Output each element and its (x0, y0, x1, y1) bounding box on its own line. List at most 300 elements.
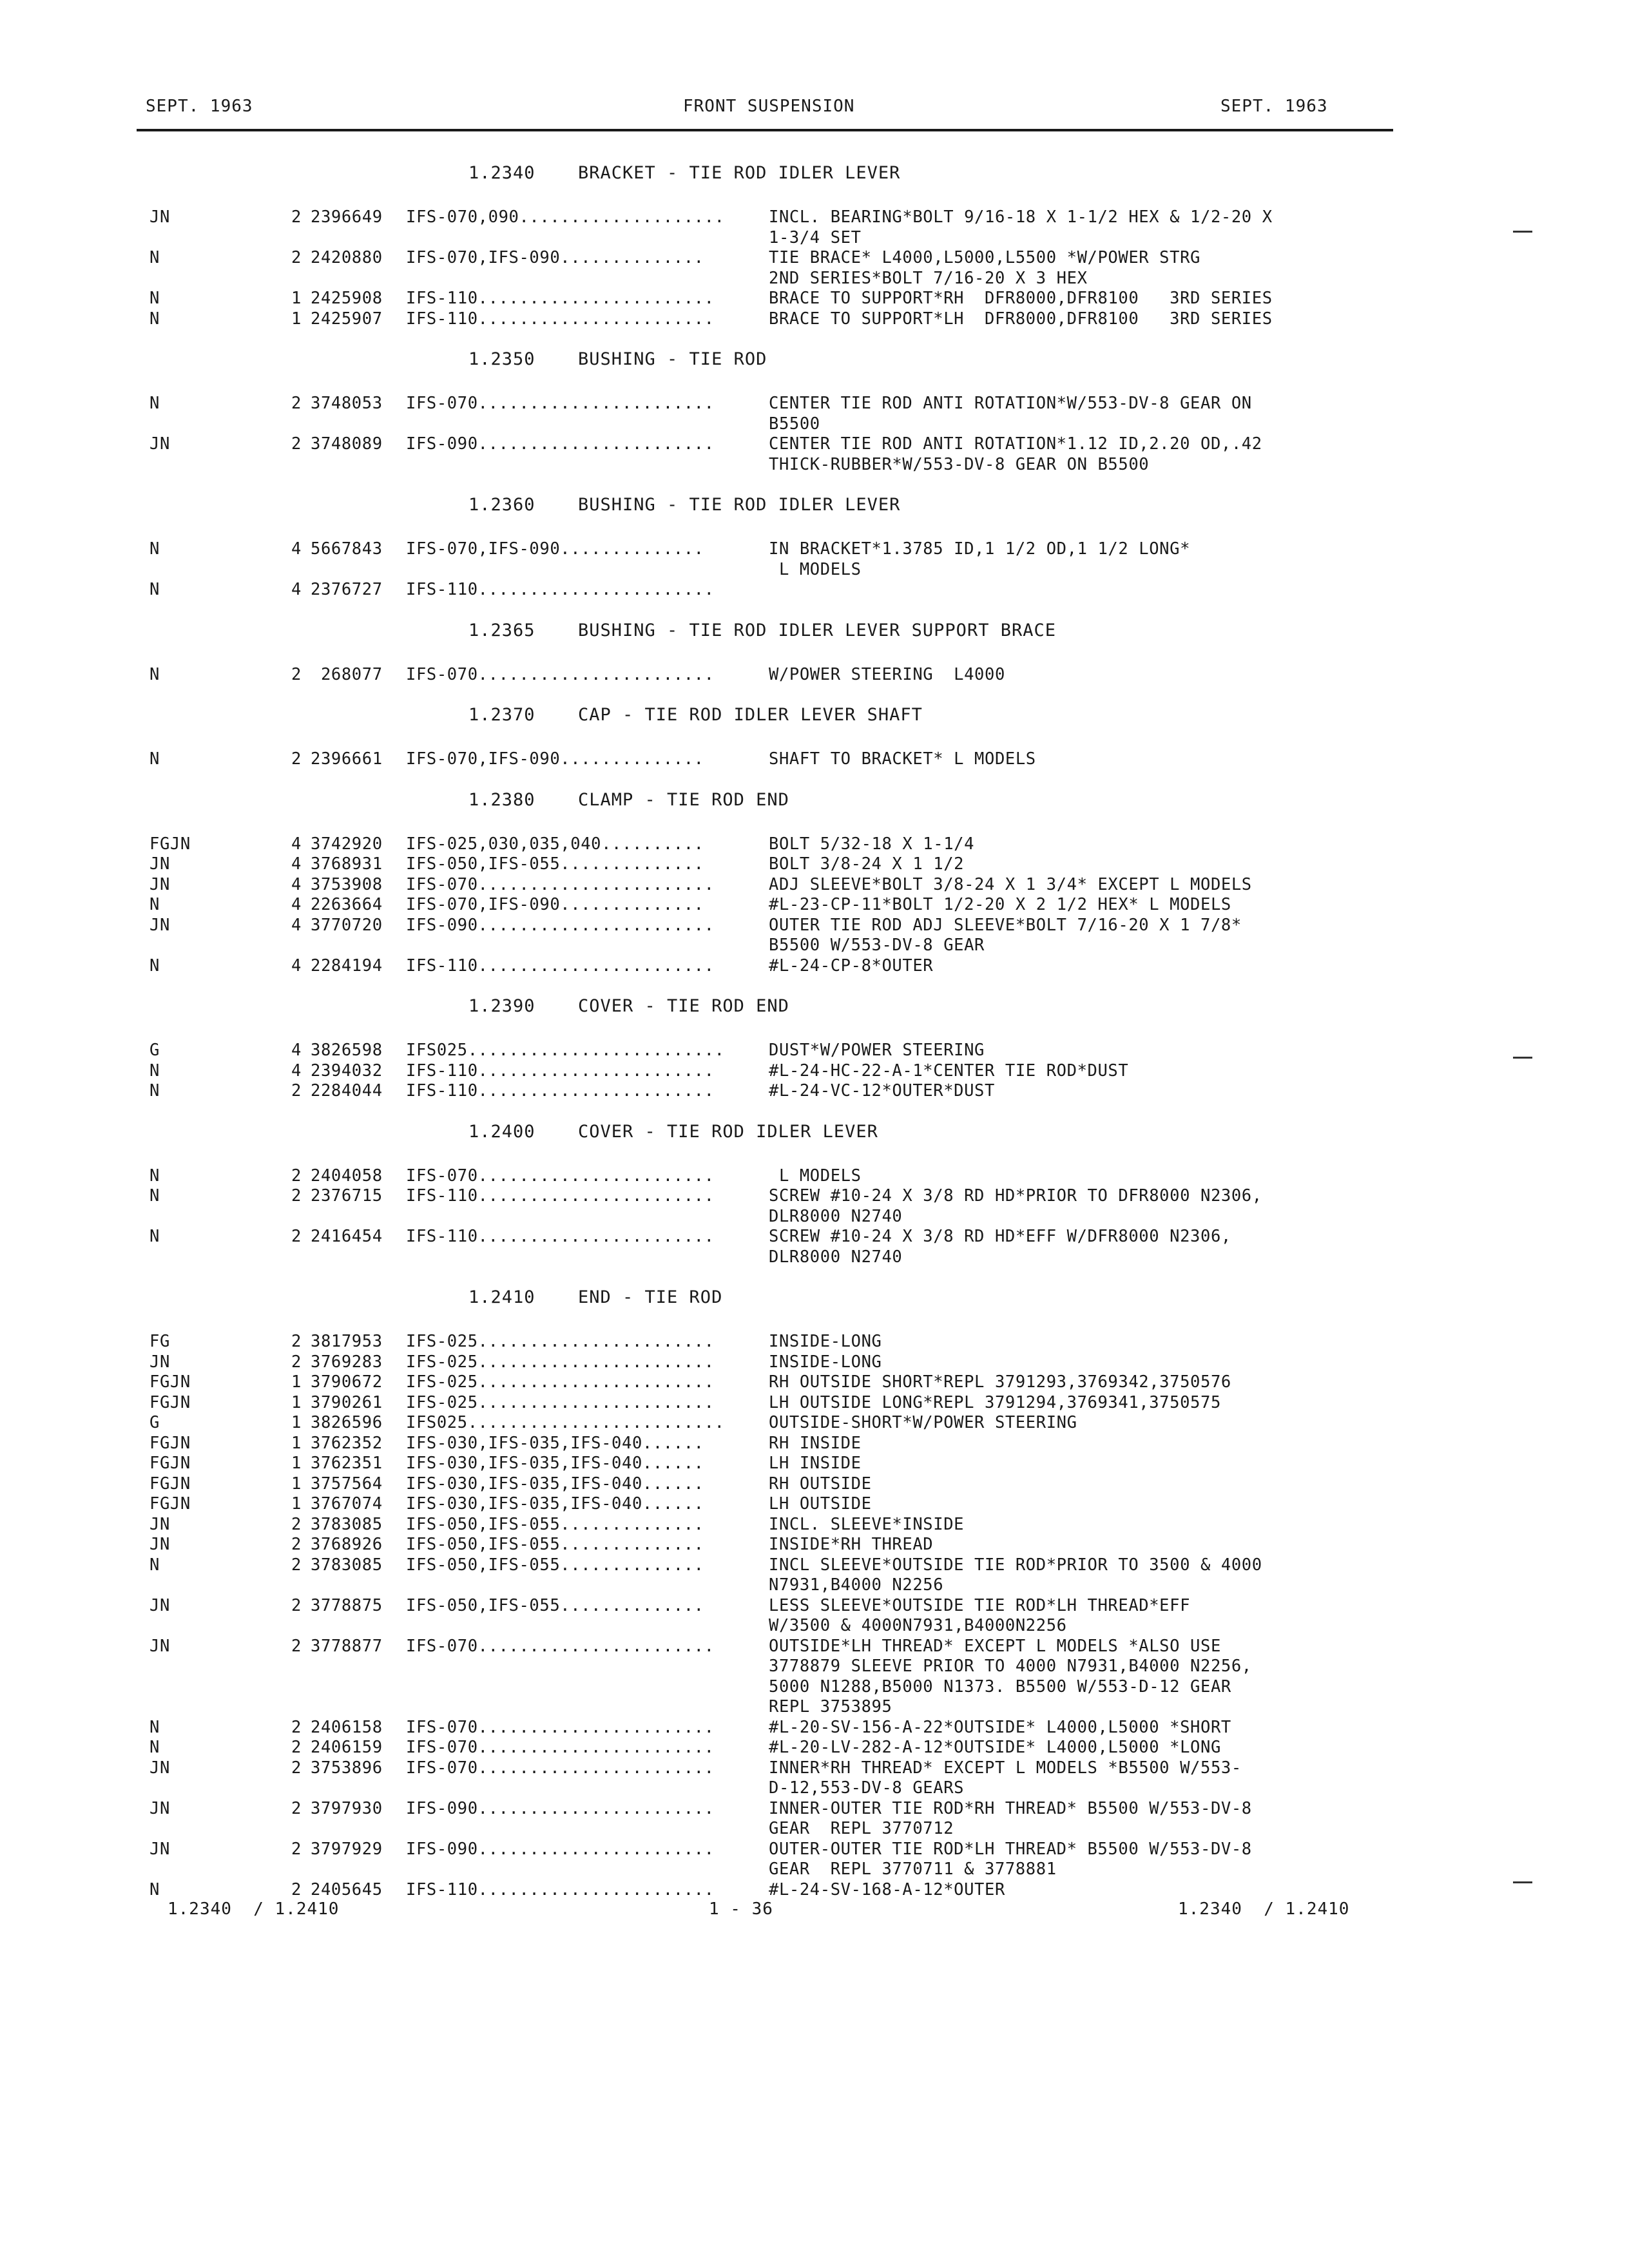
quantity: 4 (291, 874, 302, 894)
description (769, 1637, 1374, 1718)
model-code: JN (149, 1636, 170, 1656)
reference: IFS-110....................... (406, 1227, 715, 1246)
description-line: INNER*RH THREAD* EXCEPT L MODELS *B5500 W/553- (769, 1758, 1242, 1778)
part-number: 3797929 (311, 1839, 383, 1859)
part-row (0, 1166, 1629, 1187)
part-row (0, 1352, 1629, 1373)
description-line: LESS SLEEVE*OUTSIDE TIE ROD*LH THREAD*EFF (769, 1595, 1191, 1615)
quantity: 4 (291, 895, 302, 914)
part-row (0, 1372, 1629, 1393)
description (769, 1454, 1374, 1474)
part-number: 3826596 (311, 1413, 383, 1432)
reference: IFS-050,IFS-055.............. (406, 1595, 704, 1615)
margin-mark (1513, 1881, 1532, 1883)
description (769, 1494, 1374, 1515)
description (769, 309, 1374, 330)
description-line: #L-24-VC-12*OUTER*DUST (769, 1081, 995, 1100)
quantity: 4 (291, 956, 302, 975)
description-line: SCREW #10-24 X 3/8 RD HD*EFF W/DFR8000 N2306, (769, 1227, 1231, 1246)
quantity: 1 (291, 1454, 302, 1473)
section-number: 1.2390 (468, 996, 535, 1016)
part-number: 2263664 (311, 895, 383, 914)
part-number: 3762352 (311, 1433, 383, 1453)
quantity: 4 (291, 1041, 302, 1060)
description (769, 248, 1374, 289)
description-line: #L-20-SV-156-A-22*OUTSIDE* L4000,L5000 *SHORT (769, 1717, 1231, 1737)
description (769, 854, 1374, 875)
reference: IFS-050,IFS-055.............. (406, 1514, 704, 1534)
reference: IFS-030,IFS-035,IFS-040...... (406, 1433, 704, 1453)
section-heading (0, 704, 1629, 726)
part-row (0, 834, 1629, 855)
description-line: BRACE TO SUPPORT*RH DFR8000,DFR8100 3RD SERIES (769, 289, 1273, 308)
quantity: 2 (291, 207, 302, 227)
description-line: W/3500 & 4000N7931,B4000N2256 (769, 1616, 1067, 1635)
part-number: 3790672 (311, 1372, 383, 1392)
part-number: 2396661 (311, 749, 383, 769)
model-code: JN (149, 1595, 170, 1615)
part-number: 2404058 (311, 1166, 383, 1186)
reference: IFS-110....................... (406, 1879, 715, 1899)
model-code: FGJN (149, 1392, 191, 1412)
part-number: 2284044 (311, 1081, 383, 1100)
description-line: INCL. SLEEVE*INSIDE (769, 1514, 965, 1534)
description-line: #L-24-CP-8*OUTER (769, 956, 934, 975)
quantity: 1 (291, 1392, 302, 1412)
model-code: FGJN (149, 1474, 191, 1494)
description-line: B5500 (769, 414, 820, 434)
part-number: 3767074 (311, 1494, 383, 1514)
quantity: 2 (291, 1332, 302, 1351)
section-title: COVER - TIE ROD END (578, 996, 789, 1016)
description-line: INSIDE-LONG (769, 1352, 882, 1372)
part-row (0, 539, 1629, 580)
model-code: N (149, 394, 160, 413)
section-number: 1.2360 (468, 495, 535, 515)
part-number: 3826598 (311, 1041, 383, 1060)
description (769, 1081, 1374, 1102)
model-code: JN (149, 1514, 170, 1534)
description (769, 1596, 1374, 1637)
parts-list (0, 162, 1629, 1900)
description-line: 1-3/4 SET (769, 227, 862, 247)
section-title: BUSHING - TIE ROD (578, 349, 767, 369)
quantity: 2 (291, 1514, 302, 1534)
model-code: N (149, 1227, 160, 1246)
part-row (0, 956, 1629, 977)
part-row (0, 1041, 1629, 1061)
part-number: 3778877 (311, 1636, 383, 1656)
description-line: L MODELS (769, 1166, 862, 1186)
description (769, 1041, 1374, 1061)
part-number: 2406158 (311, 1717, 383, 1737)
description-line: RH OUTSIDE (769, 1474, 872, 1494)
model-code: N (149, 1081, 160, 1100)
reference: IFS-050,IFS-055.............. (406, 1555, 704, 1575)
section-heading (0, 1287, 1629, 1309)
section-number: 1.2370 (468, 705, 535, 725)
model-code: N (149, 1738, 160, 1757)
description (769, 207, 1374, 248)
reference: IFS-070....................... (406, 394, 715, 413)
description (769, 539, 1374, 580)
part-number: 3768926 (311, 1535, 383, 1554)
reference: IFS025......................... (406, 1413, 725, 1432)
description-line: N7931,B4000 N2256 (769, 1575, 944, 1595)
quantity: 2 (291, 1738, 302, 1757)
description (769, 956, 1374, 977)
part-number: 2425907 (311, 309, 383, 329)
description (769, 749, 1374, 770)
section-number: 1.2400 (468, 1121, 535, 1142)
quantity: 2 (291, 434, 302, 454)
reference: IFS-070....................... (406, 874, 715, 894)
description (769, 1061, 1374, 1082)
part-number: 3742920 (311, 834, 383, 854)
description-line: IN BRACKET*1.3785 ID,1 1/2 OD,1 1/2 LONG* (769, 539, 1191, 559)
section-heading (0, 162, 1629, 184)
description-line: RH INSIDE (769, 1433, 862, 1453)
description-line: GEAR REPL 3770712 (769, 1819, 954, 1838)
part-row (0, 1840, 1629, 1880)
quantity: 4 (291, 539, 302, 559)
part-number: 2394032 (311, 1061, 383, 1081)
description-line: RH OUTSIDE SHORT*REPL 3791293,3769342,3750576 (769, 1372, 1231, 1392)
section-number: 1.2350 (468, 349, 535, 369)
description (769, 1372, 1374, 1393)
part-row (0, 1413, 1629, 1434)
model-code: JN (149, 207, 170, 227)
description-line: CENTER TIE ROD ANTI ROTATION*1.12 ID,2.20 OD,.42 (769, 434, 1262, 454)
section-title: CAP - TIE ROD IDLER LEVER SHAFT (578, 705, 923, 725)
section-heading (0, 789, 1629, 811)
reference: IFS-025....................... (406, 1352, 715, 1372)
model-code: JN (149, 915, 170, 935)
section-heading (0, 349, 1629, 370)
quantity: 2 (291, 1555, 302, 1575)
quantity: 2 (291, 394, 302, 413)
section-heading (0, 494, 1629, 516)
part-number: 3748089 (311, 434, 383, 454)
header-rule (137, 129, 1393, 131)
part-row (0, 854, 1629, 875)
description-line: SCREW #10-24 X 3/8 RD HD*PRIOR TO DFR8000 N2306, (769, 1186, 1262, 1206)
part-number: 3753896 (311, 1758, 383, 1778)
description (769, 1413, 1374, 1434)
description-line: BOLT 5/32-18 X 1-1/4 (769, 834, 975, 854)
part-number: 5667843 (311, 539, 383, 559)
reference: IFS-070,090.................... (406, 207, 725, 227)
description-line: INSIDE-LONG (769, 1332, 882, 1351)
description (769, 1393, 1374, 1414)
part-row (0, 309, 1629, 330)
reference: IFS-025....................... (406, 1392, 715, 1412)
model-code: N (149, 956, 160, 975)
reference: IFS-110....................... (406, 289, 715, 308)
part-number: 2284194 (311, 956, 383, 975)
description-line: INCL SLEEVE*OUTSIDE TIE ROD*PRIOR TO 3500 & 4000 (769, 1555, 1262, 1575)
quantity: 2 (291, 1166, 302, 1186)
header-title: FRONT SUSPENSION (683, 97, 855, 116)
reference: IFS-030,IFS-035,IFS-040...... (406, 1454, 704, 1473)
part-number: 3778875 (311, 1595, 383, 1615)
reference: IFS-110....................... (406, 309, 715, 329)
part-row (0, 394, 1629, 434)
description-line: GEAR REPL 3770711 & 3778881 (769, 1860, 1057, 1879)
part-row (0, 875, 1629, 896)
quantity: 4 (291, 834, 302, 854)
part-row (0, 749, 1629, 770)
description-line: BOLT 3/8-24 X 1 1/2 (769, 854, 965, 874)
margin-mark (1513, 231, 1532, 233)
quantity: 2 (291, 1636, 302, 1656)
part-number: 2396649 (311, 207, 383, 227)
part-row (0, 1332, 1629, 1352)
description-line: W/POWER STEERING L4000 (769, 664, 1005, 684)
part-number: 3762351 (311, 1454, 383, 1473)
header-left: SEPT. 1963 (146, 97, 253, 116)
model-code: JN (149, 1535, 170, 1554)
part-number: 3753908 (311, 874, 383, 894)
reference: IFS-090....................... (406, 1798, 715, 1818)
description-line: DLR8000 N2740 (769, 1247, 903, 1267)
quantity: 2 (291, 1798, 302, 1818)
description-line: #L-24-SV-168-A-12*OUTER (769, 1879, 1005, 1899)
description-line: SHAFT TO BRACKET* L MODELS (769, 749, 1036, 769)
description (769, 1474, 1374, 1495)
model-code: N (149, 664, 160, 684)
model-code: N (149, 895, 160, 914)
reference: IFS025......................... (406, 1041, 725, 1060)
model-code: JN (149, 874, 170, 894)
part-row (0, 580, 1629, 601)
model-code: N (149, 1186, 160, 1206)
quantity: 2 (291, 749, 302, 769)
description (769, 1758, 1374, 1799)
footer-left: 1.2340 / 1.2410 (168, 1899, 340, 1919)
section-number: 1.2410 (468, 1287, 535, 1307)
quantity: 2 (291, 248, 302, 267)
description-line: LH OUTSIDE LONG*REPL 3791294,3769341,3750575 (769, 1392, 1221, 1412)
reference: IFS-090....................... (406, 915, 715, 935)
part-row (0, 1434, 1629, 1454)
part-number: 3783085 (311, 1514, 383, 1534)
description (769, 434, 1374, 475)
description-line: DUST*W/POWER STEERING (769, 1041, 985, 1060)
model-code: N (149, 749, 160, 769)
reference: IFS-030,IFS-035,IFS-040...... (406, 1494, 704, 1514)
quantity: 1 (291, 289, 302, 308)
reference: IFS-090....................... (406, 1839, 715, 1859)
part-number: 3768931 (311, 854, 383, 874)
part-number: 2376715 (311, 1186, 383, 1206)
part-number: 2376727 (311, 580, 383, 599)
model-code: N (149, 289, 160, 308)
description (769, 1555, 1374, 1596)
description-line: #L-20-LV-282-A-12*OUTSIDE* L4000,L5000 *LONG (769, 1738, 1221, 1757)
model-code: JN (149, 1758, 170, 1778)
quantity: 2 (291, 1186, 302, 1206)
description-line: L MODELS (769, 559, 862, 579)
description (769, 1535, 1374, 1555)
quantity: 4 (291, 854, 302, 874)
section-title: END - TIE ROD (578, 1287, 723, 1307)
part-row (0, 1227, 1629, 1267)
quantity: 4 (291, 580, 302, 599)
reference: IFS-025....................... (406, 1372, 715, 1392)
quantity: 2 (291, 1535, 302, 1554)
part-number: 2416454 (311, 1227, 383, 1246)
part-row (0, 1758, 1629, 1799)
description-line: #L-24-HC-22-A-1*CENTER TIE ROD*DUST (769, 1061, 1129, 1081)
reference: IFS-070....................... (406, 1166, 715, 1186)
part-number: 2420880 (311, 248, 383, 267)
part-row (0, 895, 1629, 916)
part-row (0, 1061, 1629, 1082)
quantity: 2 (291, 1595, 302, 1615)
model-code: JN (149, 1352, 170, 1372)
description (769, 1332, 1374, 1352)
quantity: 2 (291, 1839, 302, 1859)
description-line: LH INSIDE (769, 1454, 862, 1473)
part-number: 3783085 (311, 1555, 383, 1575)
section-title: BUSHING - TIE ROD IDLER LEVER SUPPORT BRACE (578, 620, 1056, 640)
reference: IFS-110....................... (406, 1061, 715, 1081)
quantity: 2 (291, 1081, 302, 1100)
section-title: CLAMP - TIE ROD END (578, 789, 789, 810)
reference: IFS-070,IFS-090.............. (406, 749, 704, 769)
model-code: FG (149, 1332, 170, 1351)
description (769, 665, 1374, 686)
reference: IFS-030,IFS-035,IFS-040...... (406, 1474, 704, 1494)
part-row (0, 1718, 1629, 1738)
reference: IFS-090....................... (406, 434, 715, 454)
reference: IFS-070,IFS-090.............. (406, 248, 704, 267)
margin-mark (1513, 1057, 1532, 1059)
reference: IFS-110....................... (406, 580, 715, 599)
description (769, 1515, 1374, 1535)
model-code: N (149, 539, 160, 559)
quantity: 4 (291, 915, 302, 935)
reference: IFS-070....................... (406, 1758, 715, 1778)
model-code: JN (149, 854, 170, 874)
model-code: FGJN (149, 1454, 191, 1473)
model-code: N (149, 1166, 160, 1186)
description-line: B5500 W/553-DV-8 GEAR (769, 936, 985, 955)
part-row (0, 1081, 1629, 1102)
quantity: 2 (291, 1717, 302, 1737)
part-row (0, 1596, 1629, 1637)
model-code: N (149, 248, 160, 267)
model-code: FGJN (149, 1372, 191, 1392)
part-number: 3817953 (311, 1332, 383, 1351)
description-line: 3778879 SLEEVE PRIOR TO 4000 N7931,B4000 N2256, (769, 1657, 1252, 1676)
section-title: BUSHING - TIE ROD IDLER LEVER (578, 495, 901, 515)
part-number: 3757564 (311, 1474, 383, 1494)
part-row (0, 665, 1629, 686)
description (769, 1352, 1374, 1373)
model-code: N (149, 1061, 160, 1081)
description-line: CENTER TIE ROD ANTI ROTATION*W/553-DV-8 GEAR ON (769, 394, 1252, 413)
model-code: FGJN (149, 1494, 191, 1514)
description-line: ADJ SLEEVE*BOLT 3/8-24 X 1 3/4* EXCEPT L MODELS (769, 874, 1252, 894)
description-line: INCL. BEARING*BOLT 9/16-18 X 1-1/2 HEX & 1/2-20 X (769, 207, 1273, 227)
description (769, 1880, 1374, 1901)
description-line: TIE BRACE* L4000,L5000,L5500 *W/POWER STRG (769, 248, 1200, 267)
part-row (0, 1555, 1629, 1596)
quantity: 2 (291, 1352, 302, 1372)
reference: IFS-070....................... (406, 1738, 715, 1757)
description-line: OUTER-OUTER TIE ROD*LH THREAD* B5500 W/553-DV-8 (769, 1839, 1252, 1859)
model-code: N (149, 1879, 160, 1899)
section-title: BRACKET - TIE ROD IDLER LEVER (578, 163, 901, 183)
description-line: OUTSIDE*LH THREAD* EXCEPT L MODELS *ALSO USE (769, 1636, 1221, 1656)
reference: IFS-110....................... (406, 1081, 715, 1100)
section-number: 1.2365 (468, 620, 535, 640)
reference: IFS-110....................... (406, 1186, 715, 1206)
model-code: N (149, 1717, 160, 1737)
description-line: D-12,553-DV-8 GEARS (769, 1778, 965, 1798)
description-line: BRACE TO SUPPORT*LH DFR8000,DFR8100 3RD SERIES (769, 309, 1273, 329)
part-number: 3770720 (311, 915, 383, 935)
part-number: 268077 (311, 664, 383, 684)
part-row (0, 289, 1629, 309)
description (769, 1799, 1374, 1840)
reference: IFS-110....................... (406, 956, 715, 975)
part-number: 2425908 (311, 289, 383, 308)
description (769, 916, 1374, 956)
model-code: FGJN (149, 1433, 191, 1453)
model-code: N (149, 1555, 160, 1575)
quantity: 1 (291, 1474, 302, 1494)
quantity: 2 (291, 664, 302, 684)
part-row (0, 1799, 1629, 1840)
description-line: INSIDE*RH THREAD (769, 1535, 934, 1554)
reference: IFS-050,IFS-055.............. (406, 854, 704, 874)
section-title: COVER - TIE ROD IDLER LEVER (578, 1121, 878, 1142)
description (769, 1186, 1374, 1227)
quantity: 1 (291, 1413, 302, 1432)
description-line: THICK-RUBBER*W/553-DV-8 GEAR ON B5500 (769, 454, 1150, 474)
part-row (0, 1738, 1629, 1758)
part-row (0, 1393, 1629, 1414)
description (769, 1166, 1374, 1187)
description (769, 289, 1374, 309)
part-row (0, 1474, 1629, 1495)
description-line: LH OUTSIDE (769, 1494, 872, 1514)
part-row (0, 1494, 1629, 1515)
description (769, 580, 1374, 601)
section-heading (0, 620, 1629, 642)
part-number: 3748053 (311, 394, 383, 413)
part-row (0, 1637, 1629, 1718)
description (769, 1738, 1374, 1758)
description-line: 2ND SERIES*BOLT 7/16-20 X 3 HEX (769, 268, 1088, 288)
header-right: SEPT. 1963 (1220, 97, 1328, 116)
part-number: 2406159 (311, 1738, 383, 1757)
section-number: 1.2380 (468, 789, 535, 810)
quantity: 1 (291, 1494, 302, 1514)
description-line: REPL 3753895 (769, 1697, 892, 1716)
description (769, 1227, 1374, 1267)
reference: IFS-070,IFS-090.............. (406, 895, 704, 914)
footer-page-number: 1 - 36 (709, 1899, 773, 1919)
part-number: 3797930 (311, 1798, 383, 1818)
section-number: 1.2340 (468, 163, 535, 183)
part-row (0, 434, 1629, 475)
quantity: 2 (291, 1758, 302, 1778)
description-line: INNER-OUTER TIE ROD*RH THREAD* B5500 W/553-DV-8 (769, 1798, 1252, 1818)
